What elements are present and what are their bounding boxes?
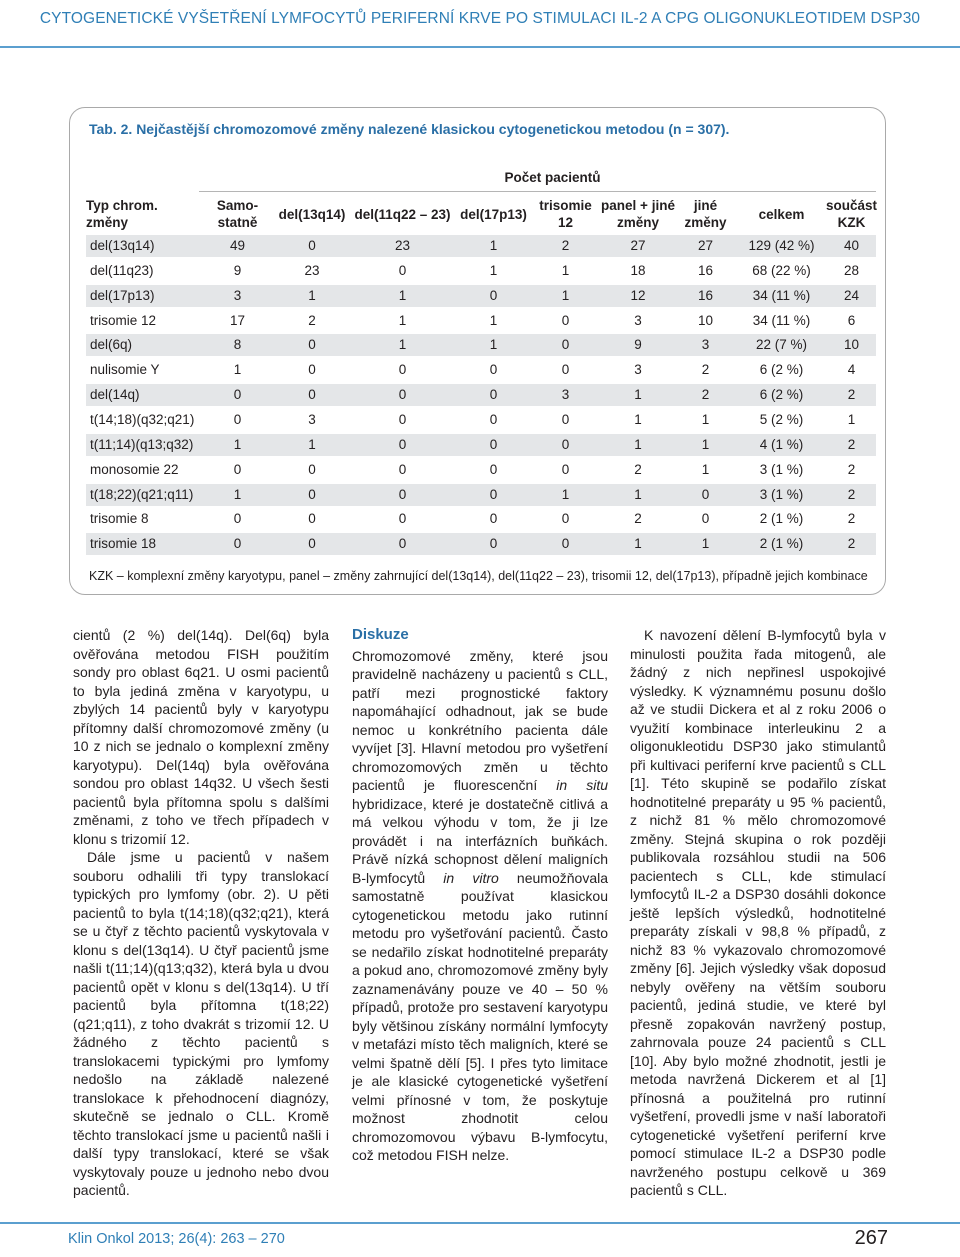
table-row [86,310,876,332]
column-header: celkem [758,206,805,222]
body-column-2 [352,626,608,1165]
table-cell: 3 [233,287,242,303]
table-cell: 0 [398,461,407,477]
table-cell: 0 [701,486,710,502]
paragraph: K navození dělení B-lymfocytů byla v minulosti použita řada mitogenů, ale žádný z nich nepřinesl uspokojivé výsledky. K významnému posunu došlo až ve studii Dickera et al z roku 2006 o využití kombinace interleukinu 2 a oligonukleotidu DSP30 jako stimulantů při kultivaci periferní krve pacientů s CLL [1]. Této skupině se podařilo získat hodnotitelné preparáty u 95 % pacientů, z nichž 81 % mělo chromozomové změny. Stejná skupina o rok později publikovala rozsáhlou studii na 506 pacientech s CLL, kde stimulací lymfocytů IL-2 a DSP30 dosáhli dokonce ještě lepších výsledků, hodnotitelné preparáty získali v 98,8 % případů, z nichž 83 % vykazovalo chromozomové změny [6]. Jejich výsledky však doposud nebyly ověřeny na větším souboru pacientů, jediná studie, ve které byl přesně zopakován navržený postup, zahrnovala pouze 24 pacientů s CLL [10]. Aby bylo možné zhodnotit, jestli je metoda navržená Dickerem et al [1] přínosná a použitelná pro rutinní vyšetření, provedli jsme v naší laboratoři cytogenetické vyšetření periferní krve pomocí stimulace IL-2 a DSP30 podle navrženého postupu celkově u 369 pacientů s CLL. [630,627,886,1198]
table-row [86,285,876,307]
table-row [86,459,876,481]
table-cell: 1 [233,436,242,452]
table-cell: 0 [398,436,407,452]
table-cell: 0 [489,387,498,403]
body-column-3 [630,626,886,1200]
column-header: součást KZK [825,198,878,230]
table-row [86,409,876,431]
table-row [86,235,876,257]
table-cell: 1 [489,238,498,253]
table-cell: 2 [847,461,856,477]
table-cell: 0 [308,536,316,552]
table-cell: 0 [561,337,570,353]
table-cell: 1 [489,312,498,328]
section-heading-diskuze: Diskuze [352,626,409,643]
table-cell: 6 (2 %) [759,362,804,378]
column-header: jiné změny [684,198,727,230]
table-cell: 40 [843,238,860,253]
table-cell: 0 [308,511,316,527]
table-cell: 1 [308,287,316,303]
table-cell: 3 [634,362,642,378]
row-label: trisomie 18 [90,536,157,552]
table-cell: 2 (1 %) [759,511,804,527]
table-cell: 0 [561,312,570,328]
table-cell: 0 [398,362,407,378]
table-cell: 1 [489,337,498,353]
table-cell: 0 [398,486,407,502]
table-cell: 0 [308,486,316,502]
table-cell: 10 [697,312,714,328]
row-label: del(14q) [90,387,140,403]
row-label: t(11;14)(q13;q32) [90,436,194,452]
table-cell: 1 [701,436,710,452]
table-cell: 1 [233,362,242,378]
table-cell: 9 [634,337,642,353]
journal-citation: Klin Onkol 2013; 26(4): 263 – 270 [68,1231,285,1247]
table-cell: 0 [398,536,407,552]
body-column-1 [73,626,329,1200]
table-cell: 2 [308,312,316,328]
table-cell: 3 (1 %) [759,486,804,502]
table-cell: 1 [701,461,710,477]
table-cell: 0 [489,362,498,378]
table-cell: 1 [634,536,642,552]
table-cell: 0 [489,511,498,527]
group-header-rule [199,191,876,192]
table-row [86,533,876,555]
column-header: trisomie 12 [539,198,592,230]
footer-rule [0,1222,960,1224]
row-label: trisomie 8 [90,511,149,527]
table-cell: 34 (11 %) [752,312,811,328]
table-cell: 0 [489,536,498,552]
table-cell: 0 [489,461,498,477]
table-cell: 16 [697,287,714,303]
table-cell: 2 (1 %) [759,536,804,552]
table-cell: 2 [847,436,856,452]
page-number: 267 [854,1227,888,1249]
group-header: Počet pacientů [504,170,601,185]
table-cell: 0 [701,511,710,527]
column-header: panel + jiné změny [601,198,675,230]
table-cell: 0 [308,387,316,403]
table-row [86,484,876,506]
table-cell: 3 [308,411,316,427]
row-label: trisomie 12 [90,312,157,328]
table-cell: 0 [233,511,242,527]
table-cell: 0 [489,436,498,452]
table-cell: 10 [843,337,860,353]
table-cell: 1 [634,387,642,403]
table-cell: 0 [489,287,498,303]
table-cell: 1 [561,287,570,303]
table-row [86,384,876,406]
table-cell: 3 [701,337,710,353]
table-cell: 0 [233,536,242,552]
table-cell: 34 (11 %) [752,287,811,303]
table-cell: 1 [634,436,642,452]
table-cell: 1 [398,337,407,353]
table-cell: 2 [701,387,710,403]
paragraph: Chromozomové změny, které jsou pravidelně nacházeny u pacientů s CLL, patří mezi prognostické faktory napomáhající odhadnout, jak se bude nemoc u konkrétního pacienta dále vyvíjet [3]. Hlavní metodou pro vyšetření chromozomových změn u těchto pacientů je fluorescenční in situ hybridizace, které je dostatečně citlivá a má velkou výhodu v tom, že ji lze provádět i na interfázních buňkách. Právě nízká schopnost dělení maligních B-lymfocytů in vitro neumožňovala samostatně používat klasickou cytogenetickou metodu jako rutinní metodu pro vyšetřování pacientů. Často se nedařilo získat hodnotitelné preparáty a pokud ano, chromozomové změny byly zaznamenávány pouze ve 40 – 50 % případů, protože pro sestavení karyotypu byly většinou získány normální lymfocyty v metafázi místo těch maligních, které se velmi špatně dělí [5]. I přes tyto limitace je ale klasické cytogenetické vyšetření velmi přínosné v tom, že poskytuje možnost zhodnotit celou chromozomovou výbavu B-lymfocytu, což metodou FISH nelze. [352,647,609,1163]
table-cell: 129 (42 %) [748,238,815,253]
table-cell: 0 [233,387,242,403]
row-label: t(18;22)(q21;q11) [90,486,194,502]
table-cell: 0 [561,411,570,427]
table-cell: 0 [489,411,498,427]
table-cell: 2 [847,511,856,527]
table-cell: 22 (7 %) [755,337,808,353]
table-cell: 1 [489,262,498,278]
row-label: t(14;18)(q32;q21) [90,411,195,427]
table-cell: 1 [308,436,316,452]
table-cell: 6 [847,312,856,328]
table-cell: 1 [634,486,642,502]
table-cell: 5 (2 %) [759,411,804,427]
table-cell: 0 [233,411,242,427]
table-cell: 3 (1 %) [759,461,804,477]
header-rule [0,46,960,48]
table-cell: 27 [697,238,714,253]
table-cell: 0 [398,511,407,527]
table-cell: 2 [634,461,642,477]
table-cell: 0 [561,536,570,552]
table-cell: 0 [308,238,316,253]
table-cell: 0 [398,411,407,427]
table-cell: 0 [489,486,498,502]
paragraph: Dále jsme u pacientů v našem souboru odhalili tři typy translokací typických pro lymfomy (obr. 2). U pěti pacientů to byla t(14;18)(q32;q21), která se u čtyř z těchto pacientů vyskytovala v klonu s del(13q14). U čtyř pacientů jsme našli t(11;14)(q13;q32), která byla u dvou pacientů opět v klonu s del(13q14). U tří pacientů byla přítomna t(18;22)(q21;q11), z toho dvakrát s trizomií 12. U žádného z těchto pacientů s translokacemi typickými pro lymfomy nedošlo na základě nalezené translokace k přehodnocení diagnózy, skutečně se jednalo o CLL. Kromě těchto translokací jsme u pacientů našli i další typy translokací, které se však vyskytovaly pouze u jednoho nebo dvou pacientů. [73,849,329,1198]
table-cell: 8 [233,337,242,353]
running-header: CYTOGENETICKÉ VYŠETŘENÍ LYMFOCYTŮ PERIFERNÍ KRVE PO STIMULACI IL-2 A CPG OLIGONUKLEOTIDEM DSP30 [39,10,921,27]
table-cell: 27 [630,238,646,253]
table-cell: 1 [701,536,710,552]
table-cell: 2 [701,362,710,378]
table-cell: 1 [847,411,856,427]
table-cell: 68 (22 %) [752,262,811,278]
table-cell: 1 [701,411,710,427]
table-cell: 1 [398,312,407,328]
row-label: del(6q) [90,337,133,353]
column-header: del(13q14) [278,206,346,222]
row-label: del(17p13) [90,287,155,303]
table-cell: 0 [561,362,570,378]
column-header: Typ chrom. změny [86,198,158,230]
table-cell: 2 [847,486,856,502]
table-cell: 2 [847,536,856,552]
table-cell: 12 [630,287,646,303]
table-cell: 6 (2 %) [759,387,804,403]
table-cell: 2 [634,511,642,527]
table-cell: 1 [561,262,570,278]
table-cell: 1 [561,486,570,502]
table-cell: 9 [233,262,242,278]
table-cell: 24 [843,287,860,303]
table-cell: 4 (1 %) [759,436,804,452]
table-cell: 0 [561,461,570,477]
table-cell: 16 [697,262,714,278]
table-cell: 49 [229,238,246,253]
table-row [86,359,876,381]
table-row [86,260,876,282]
table-cell: 1 [233,486,242,502]
table-cell: 4 [847,362,856,378]
table-cell: 0 [308,362,316,378]
table-cell: 0 [398,387,407,403]
column-header: del(17p13) [460,206,527,222]
row-label: nulisomie Y [90,362,160,378]
table-cell: 17 [229,312,246,328]
table-cell: 1 [634,411,642,427]
table-row [86,334,876,356]
table-cell: 0 [561,436,570,452]
table-cell: 0 [308,461,316,477]
row-label: monosomie 22 [90,461,179,477]
table-footnote: KZK – komplexní změny karyotypu, panel – změny zahrnující del(13q14), del(11q22 – 23), trisomii 12, del(17p13), případně jejich kombinace [89,569,868,583]
table-cell: 2 [561,238,570,253]
table-cell: 0 [398,262,407,278]
table-cell: 1 [398,287,407,303]
row-label: del(11q23) [90,262,154,278]
table-cell: 18 [630,262,646,278]
table-cell: 0 [308,337,316,353]
table-row [86,508,876,530]
row-label: del(13q14) [90,238,155,253]
table-caption: Tab. 2. Nejčastější chromozomové změny nalezené klasickou cytogenetickou metodou (n = 307). [89,121,730,137]
column-header: del(11q22 – 23) [354,206,451,222]
table-cell: 0 [233,461,242,477]
table-cell: 3 [561,387,570,403]
table-cell: 23 [394,238,411,253]
table-cell: 23 [304,262,320,278]
paragraph: cientů (2 %) del(14q). Del(6q) byla ověřována metodou FISH použitím sondy pro oblast 6q21. U osmi pacientů to byla jediná změna v karyotypu, u zbylých 14 pacientů byly v karyotypu přítomny další chromozomové změny (u 10 z nich se jednalo o komplexní změny karyotypu). Del(14q) byla ověřována sondou pro oblast 14q32. U všech šesti pacientů byla přítomna spolu s dalšími změnami, z toho ve třech případech v klonu s trizomií 12. [73,627,329,847]
table-row [86,434,876,456]
table-cell: 3 [634,312,642,328]
table-cell: 28 [843,262,860,278]
table-cell: 2 [847,387,856,403]
column-header: Samo- statně [216,198,259,230]
table-cell: 0 [561,511,570,527]
